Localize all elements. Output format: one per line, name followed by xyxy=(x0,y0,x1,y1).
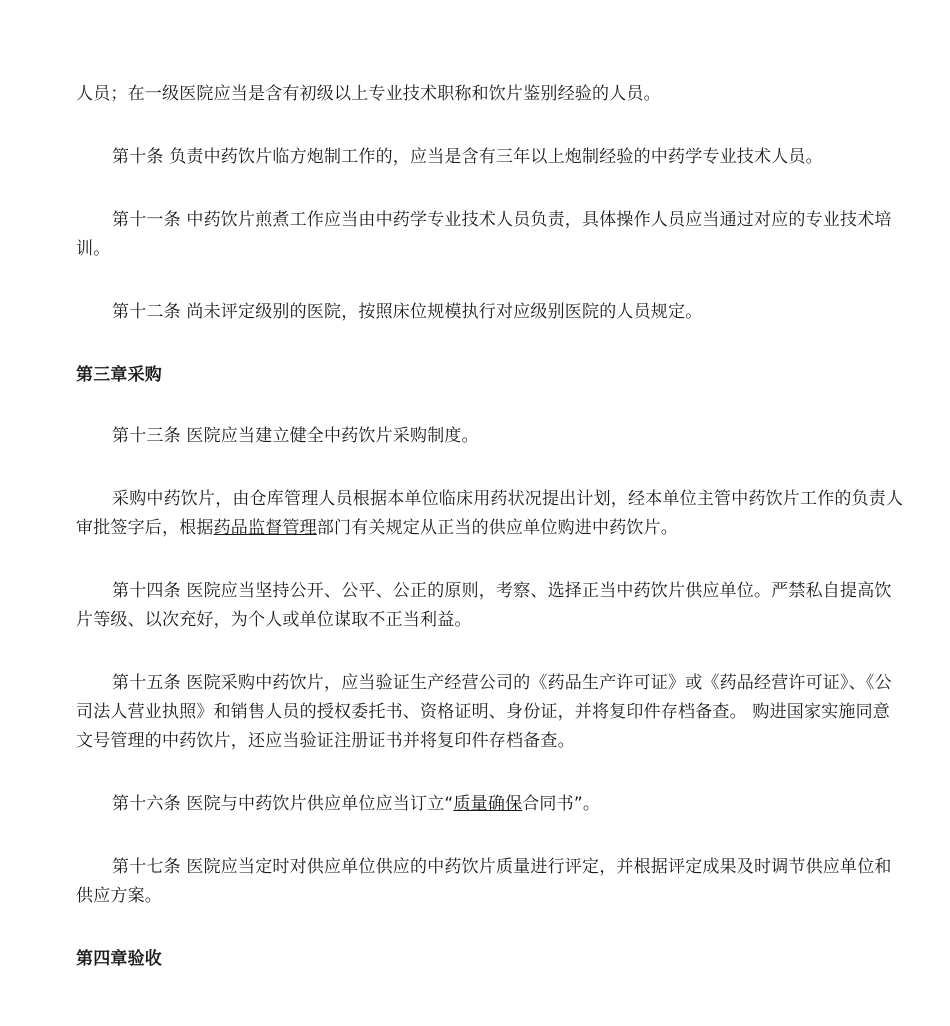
chapter-3-heading: 第三章采购 xyxy=(76,365,162,385)
article-15: 第十五条 医院采购中药饮片，应当验证生产经营公司的《药品生产许可证》或《药品经营许可证》、《公司法人营业执照》和销售人员的授权委托书、资格证明、身份证，并将复印件存档备查。 购进国家实施同意文号管理的中药饮片，还应当验证注册证书并将复印件存档备查。 xyxy=(76,673,892,751)
article-14: 第十四条 医院应当坚持公开、公平、公正的原则，考察、选择正当中药饮片供应单位。严禁私自提高饮片等级、以次充好，为个人或单位谋取不正当利益。 xyxy=(76,581,892,630)
document-body xyxy=(76,80,906,1006)
article-10: 第十条 负责中药饮片临方炮制工作的，应当是含有三年以上炮制经验的中药学专业技术人员。 xyxy=(112,147,823,167)
chapter-4-heading: 第四章验收 xyxy=(76,949,162,969)
article-17: 第十七条 医院应当定时对供应单位供应的中药饮片质量进行评定，并根据评定成果及时调节供应单位和供应方案。 xyxy=(76,857,892,906)
article-16-text-after: 合同书”。 xyxy=(522,794,601,814)
procurement-paragraph xyxy=(76,485,906,543)
article-16 xyxy=(76,790,906,819)
procurement-text-after: 部门有关规定从正当的供应单位购进中药饮片。 xyxy=(316,518,679,538)
article-16-text-before: 第十六条 医院与中药饮片供应单位应当订立“ xyxy=(112,794,454,814)
article-13: 第十三条 医院应当建立健全中药饮片采购制度。 xyxy=(112,426,479,446)
drug-supervision-link[interactable]: 药品监督管理 xyxy=(213,518,317,538)
article-12: 第十二条 尚未评定级别的医院，按照床位规模执行对应级别医院的人员规定。 xyxy=(112,302,703,322)
paragraph-personnel-continued: 人员；在一级医院应当是含有初级以上专业技术职称和饮片鉴别经验的人员。 xyxy=(76,84,661,104)
quality-assurance-link[interactable]: 质量确保 xyxy=(453,794,523,814)
procurement-text-before: 采购中药饮片，由仓库管理人员根据本单位临床用药状况提出计划，经本单位主管中药饮片工作的负责人审批签字后，根据 xyxy=(76,489,904,538)
article-11: 第十一条 中药饮片煎煮工作应当由中药学专业技术人员负责，具体操作人员应当通过对应的专业技术培训。 xyxy=(76,210,892,259)
